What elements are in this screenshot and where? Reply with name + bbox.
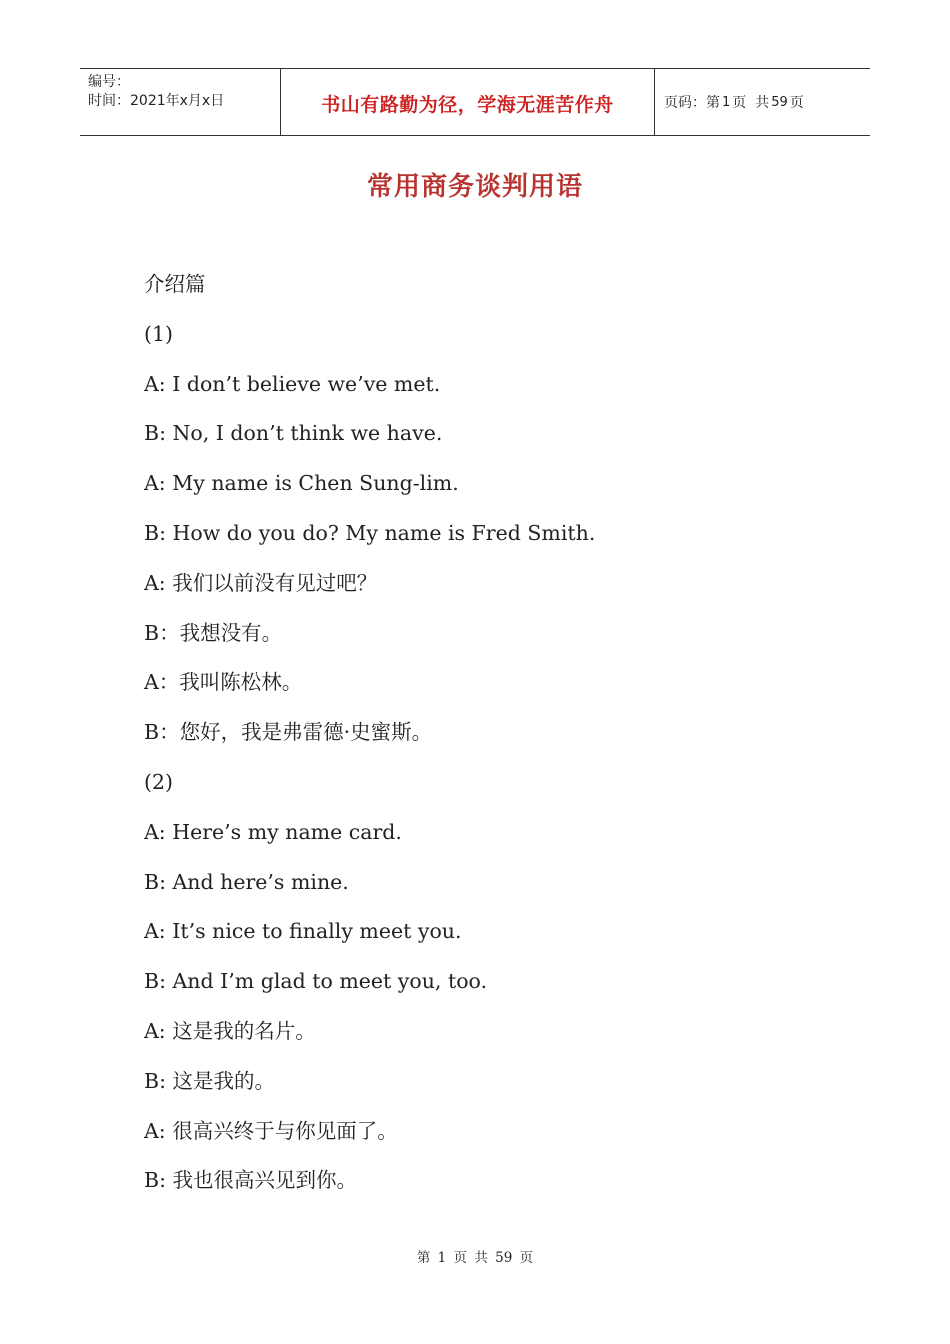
dialogue-line: B: 我也很高兴见到你。	[144, 1168, 357, 1193]
motto-text: 书山有路勤为径，学海无涯苦作舟	[321, 93, 614, 116]
header-page-cell	[655, 69, 870, 135]
page-current: 1	[722, 94, 731, 110]
dialogue-line: B: How do you do? My name is Fred Smith.	[144, 520, 596, 545]
dialogue-line: A：我叫陈松林。	[144, 670, 303, 695]
page-total: 59	[771, 94, 788, 110]
document-title: 常用商务谈判用语	[366, 172, 583, 202]
dialogue-line: A: 我们以前没有见过吧？	[144, 570, 378, 595]
dialogue-line: B：我想没有。	[144, 620, 283, 645]
page-footer: 第 1 页 共 59 页	[416, 1250, 534, 1266]
dialogue-line: A: My name is Chen Sung-lim.	[144, 471, 459, 496]
dialogue-line: A: It’s nice to finally meet you.	[144, 919, 462, 944]
dialogue-line: B: And I’m glad to meet you, too.	[144, 969, 488, 994]
dialogue-number: (1)	[144, 321, 174, 346]
time-label: 时间：2021年x月x日	[88, 93, 225, 109]
document-header	[80, 68, 870, 136]
number-label: 编号：	[88, 74, 130, 90]
section-heading: 介绍篇	[144, 272, 206, 296]
dialogue-line: A: Here’s my name card.	[144, 819, 402, 844]
page-prefix: 页码：第	[664, 95, 720, 111]
dialogue-line: B: And here’s mine.	[144, 869, 349, 894]
page-suffix: 页	[789, 95, 804, 111]
dialogue-line: B: No, I don’t think we have.	[144, 421, 443, 446]
dialogue-line: A: I don’t believe we’ve met.	[144, 371, 441, 396]
page-mid: 页 共	[732, 95, 770, 111]
dialogue-line: A: 很高兴终于与你见面了。	[144, 1118, 398, 1143]
dialogue-line: B: 这是我的。	[144, 1068, 275, 1093]
dialogue-line: A: 这是我的名片。	[144, 1018, 316, 1043]
header-motto-cell	[281, 69, 655, 135]
header-meta-cell	[80, 69, 281, 135]
dialogue-number: (2)	[144, 769, 174, 794]
dialogue-line: B：您好，我是弗雷德·史蜜斯。	[144, 720, 433, 745]
document-body	[144, 268, 844, 1214]
